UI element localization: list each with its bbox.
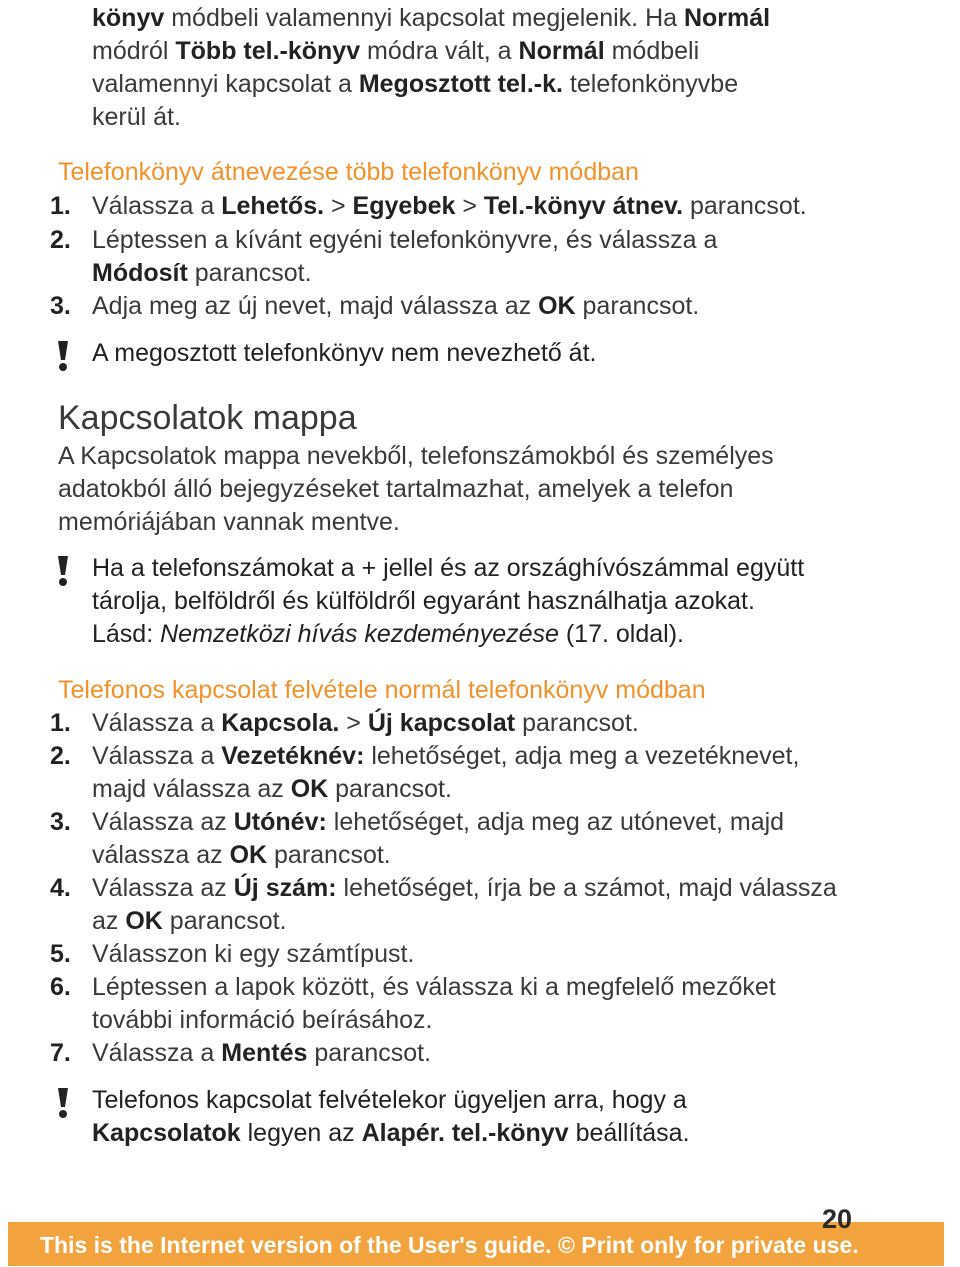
text-run: parancsot. (267, 841, 391, 869)
step-number: 4. (50, 874, 71, 902)
text-run: parancsot. (307, 1039, 432, 1067)
text-run: parancsot. (683, 192, 807, 220)
text-run: (17. oldal). (558, 620, 684, 648)
text-run: lehetőséget, írja be a számot, majd válassza (336, 874, 837, 902)
step-number: 2. (50, 742, 71, 770)
text-run: Válassza a (92, 742, 222, 770)
bold-term: Alapér. tel.-könyv (361, 1119, 569, 1147)
text-line: további információ beírásához. (92, 1006, 433, 1034)
text-run: válassza az (92, 841, 230, 869)
text-run: parancsot. (187, 259, 312, 287)
page-number: 20 (822, 1204, 853, 1234)
text-run: módról (92, 37, 176, 65)
text-run: lehetőséget, adja meg a vezetéknevet, (364, 742, 800, 770)
bold-term: Kapcsola. (221, 709, 340, 737)
bold-term: Tel.-könyv átnev. (483, 192, 684, 220)
text-run: majd válassza az (92, 775, 291, 803)
bold-term: Több tel.-könyv (175, 37, 361, 65)
bold-term: könyv (92, 4, 165, 32)
cross-reference: Nemzetközi hívás kezdeményezése (160, 620, 559, 648)
text-run: Válassza az (92, 874, 234, 902)
text-run: módbeli (604, 37, 700, 65)
text-line: Léptessen a lapok között, és válassza ki a megfelelő mezőket (92, 973, 776, 1001)
step-number: 7. (50, 1039, 71, 1067)
text-run: telefonkönyvbe (562, 70, 739, 98)
footer-notice: This is the Internet version of the User's guide. © Print only for private use. (40, 1232, 859, 1258)
text-run: parancsot. (328, 775, 452, 803)
text-run: módra vált, a (360, 37, 519, 65)
rename-heading: Telefonkönyv átnevezése több telefonkönyv módban (58, 158, 639, 186)
bold-term: Megosztott tel.-k. (358, 70, 563, 98)
warning-text: A megosztott telefonkönyv nem nevezhető át. (92, 339, 597, 367)
bold-term: Új szám: (233, 874, 337, 902)
bold-term: Normál (683, 4, 771, 32)
text-run: Válassza a (92, 709, 222, 737)
intro-paragraph (92, 2, 922, 134)
step-number: 3. (50, 292, 71, 320)
text-line: Telefonos kapcsolat felvételekor ügyeljen arra, hogy a (92, 1086, 687, 1114)
text-run: módbeli valamennyi kapcsolat megjelenik. Ha (164, 4, 684, 32)
text-run: > (455, 192, 484, 220)
text-run: Válassza az (92, 808, 234, 836)
step-number: 1. (50, 709, 71, 737)
text-line: kerül át. (92, 103, 181, 131)
add-contact-heading: Telefonos kapcsolat felvétele normál telefonkönyv módban (58, 676, 706, 704)
step-number: 6. (50, 973, 71, 1001)
text-line: adatokból álló bejegyzéseket tartalmazhat, amelyek a telefon (58, 475, 734, 503)
text-run: az (92, 907, 126, 935)
bold-term: Mentés (221, 1039, 308, 1067)
text-line: A Kapcsolatok mappa nevekből, telefonszámokból és személyes (58, 442, 774, 470)
bold-term: Lehetős. (221, 192, 325, 220)
text-line: tárolja, belföldről és külföldről egyaránt használhatja azokat. (92, 587, 755, 615)
text-line: Ha a telefonszámokat a + jellel és az országhívószámmal együtt (92, 554, 805, 582)
exclamation-icon (52, 341, 74, 371)
bold-term: OK (229, 841, 268, 869)
bold-term: Vezetéknév: (221, 742, 365, 770)
text-line: Léptessen a kívánt egyéni telefonkönyvre, és válassza a (92, 226, 718, 254)
text-run: Lásd: (92, 620, 161, 648)
text-run: parancsot. (515, 709, 639, 737)
text-run: parancsot. (575, 292, 700, 320)
bold-term: OK (290, 775, 329, 803)
text-run: lehetőséget, adja meg az utónevet, majd (326, 808, 785, 836)
text-run: beállítása. (568, 1119, 690, 1147)
bold-term: Új kapcsolat (367, 709, 516, 737)
bold-term: Módosít (92, 259, 188, 287)
bold-term: OK (538, 292, 576, 320)
text-run: > (339, 709, 368, 737)
text-run: Adja meg az új nevet, majd válassza az (92, 292, 539, 320)
contacts-folder-paragraph (58, 440, 918, 539)
text-run: Válassza a (92, 192, 222, 220)
bold-term: Utónév: (233, 808, 327, 836)
bold-term: Kapcsolatok (92, 1119, 241, 1147)
text-run: legyen az (240, 1119, 362, 1147)
bold-term: OK (125, 907, 163, 935)
exclamation-icon (52, 1088, 74, 1118)
bold-term: Egyebek (352, 192, 456, 220)
step-number: 3. (50, 808, 71, 836)
contacts-folder-heading: Kapcsolatok mappa (58, 399, 357, 437)
step-number: 5. (50, 940, 71, 968)
text-run: parancsot. (162, 907, 287, 935)
text-line: Válasszon ki egy számtípust. (92, 940, 415, 968)
text-run: valamennyi kapcsolat a (92, 70, 359, 98)
step-number: 1. (50, 192, 71, 220)
text-run: > (324, 192, 353, 220)
text-line: memóriájában vannak mentve. (58, 508, 400, 536)
text-run: Válassza a (92, 1039, 222, 1067)
exclamation-icon (52, 556, 74, 586)
bold-term: Normál (518, 37, 605, 65)
step-number: 2. (50, 226, 71, 254)
